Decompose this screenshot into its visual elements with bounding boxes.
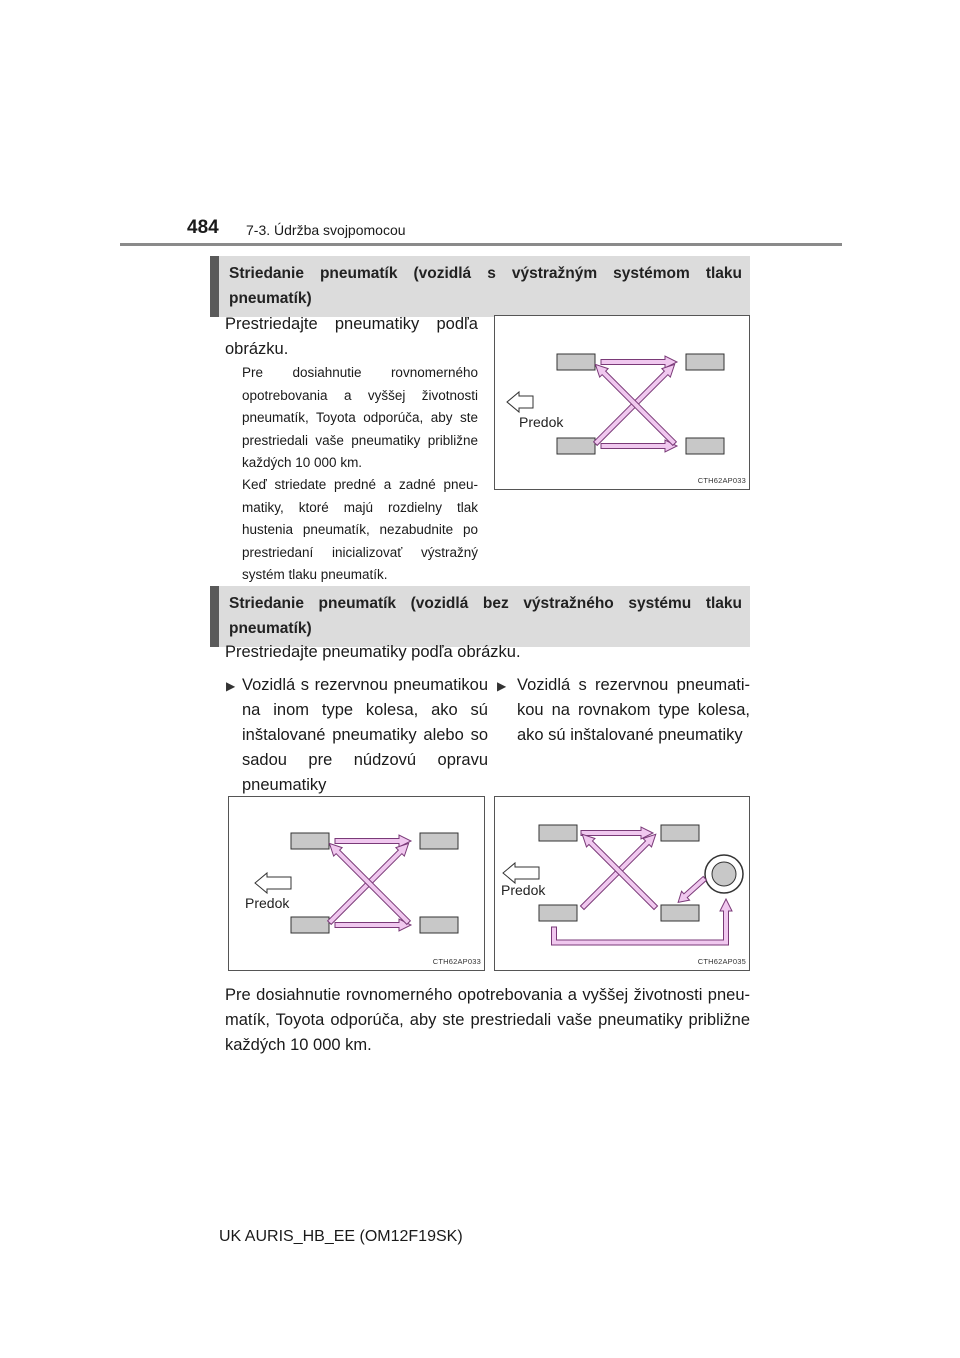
section-heading-without-tpws: Striedanie pneumatík (vozidlá bez výstražného systému tlaku pneumatík) bbox=[210, 586, 750, 647]
section-heading-with-tpws: Striedanie pneumatík (vozidlá s výstražným systémom tlaku pneumatík) bbox=[210, 256, 750, 317]
spare-tire-icon bbox=[705, 855, 743, 893]
triangle-right-icon: ▶ bbox=[497, 679, 507, 693]
arrow-front-to-spare bbox=[552, 899, 733, 945]
page-number: 484 bbox=[187, 217, 219, 238]
tire-front-right bbox=[291, 917, 329, 933]
bullet-spare-different-type: Vozidlá s rezervnou pneumatikou na inom type kolesa, ako sú inštalované pneumatiky alebo so sadou pre núdzovú opravu pneumatiky bbox=[242, 676, 488, 794]
tire-rotation-diagram bbox=[495, 316, 751, 491]
chapter-title: 7-3. Údržba svojpomocou bbox=[246, 222, 406, 238]
front-direction-icon bbox=[255, 873, 291, 893]
tire-front-right bbox=[539, 905, 577, 921]
header-rule bbox=[120, 243, 842, 246]
front-label: Predok bbox=[519, 414, 564, 430]
tire-rotation-figure-right bbox=[494, 796, 750, 971]
tire-front-left bbox=[291, 833, 329, 849]
front-label: Predok bbox=[245, 895, 290, 911]
tire-rear-left bbox=[686, 354, 724, 370]
figure-code: CTH62AP033 bbox=[432, 957, 481, 966]
front-label: Predok bbox=[501, 882, 546, 898]
figure-code: CTH62AP033 bbox=[697, 476, 746, 485]
bullet-spare-same-type: Vozidlá s rezervnou pneumatikou na rovnakom type kolesa, ako sú inštalované pneumatiky bbox=[517, 676, 750, 744]
arrow-top-horizontal bbox=[601, 356, 677, 368]
tire-rear-right bbox=[661, 905, 699, 921]
tire-front-left bbox=[557, 354, 595, 370]
section1-intro: Prestriedajte pneumatiky podľa obrázku. bbox=[225, 315, 478, 358]
tire-rotation-diagram bbox=[229, 797, 486, 972]
tire-rear-right bbox=[420, 917, 458, 933]
arrow-bottom-horizontal bbox=[335, 919, 411, 931]
arrow-top-horizontal bbox=[335, 835, 411, 847]
section1-note-tpws: Keď striedate predné a zadné pneumatiky, ktoré majú rozdielny tlak hustenia pneumatík, nezabudnite po prestriedaní inicializovať výstražný systém tlaku pneumatík. bbox=[242, 477, 478, 582]
tire-rear-left bbox=[661, 825, 699, 841]
figure-code: CTH62AP035 bbox=[697, 957, 746, 966]
document-footer: UK AURIS_HB_EE (OM12F19SK) bbox=[219, 1228, 463, 1245]
section2-intro: Prestriedajte pneumatiky podľa obrázku. bbox=[225, 643, 521, 661]
tire-rear-right bbox=[686, 438, 724, 454]
tire-rotation-figure-top bbox=[494, 315, 750, 490]
triangle-right-icon: ▶ bbox=[226, 679, 236, 693]
arrow-bottom-horizontal bbox=[601, 440, 677, 452]
arrow-spare-to-rear bbox=[674, 874, 709, 907]
tire-rear-left bbox=[420, 833, 458, 849]
tire-front-left bbox=[539, 825, 577, 841]
front-direction-icon bbox=[507, 392, 533, 412]
front-direction-icon bbox=[503, 863, 539, 883]
section2-closing-note: Pre dosiahnutie rovnomerného opotrebovania a vyššej životnosti pneumatík, Toyota odporúča, aby ste prestriedali vaše pneumatiky približne každých 10 000 km. bbox=[225, 986, 750, 1054]
tire-rotation-figure-left bbox=[228, 796, 485, 971]
section1-note-interval: Pre dosiahnutie rovnomerného opotrebovania a vyššej životnosti pneumatík, Toyota odporúča, aby ste prestriedali vaše pneumatiky približne každých 10 000 km. bbox=[242, 365, 478, 470]
tire-front-right bbox=[557, 438, 595, 454]
